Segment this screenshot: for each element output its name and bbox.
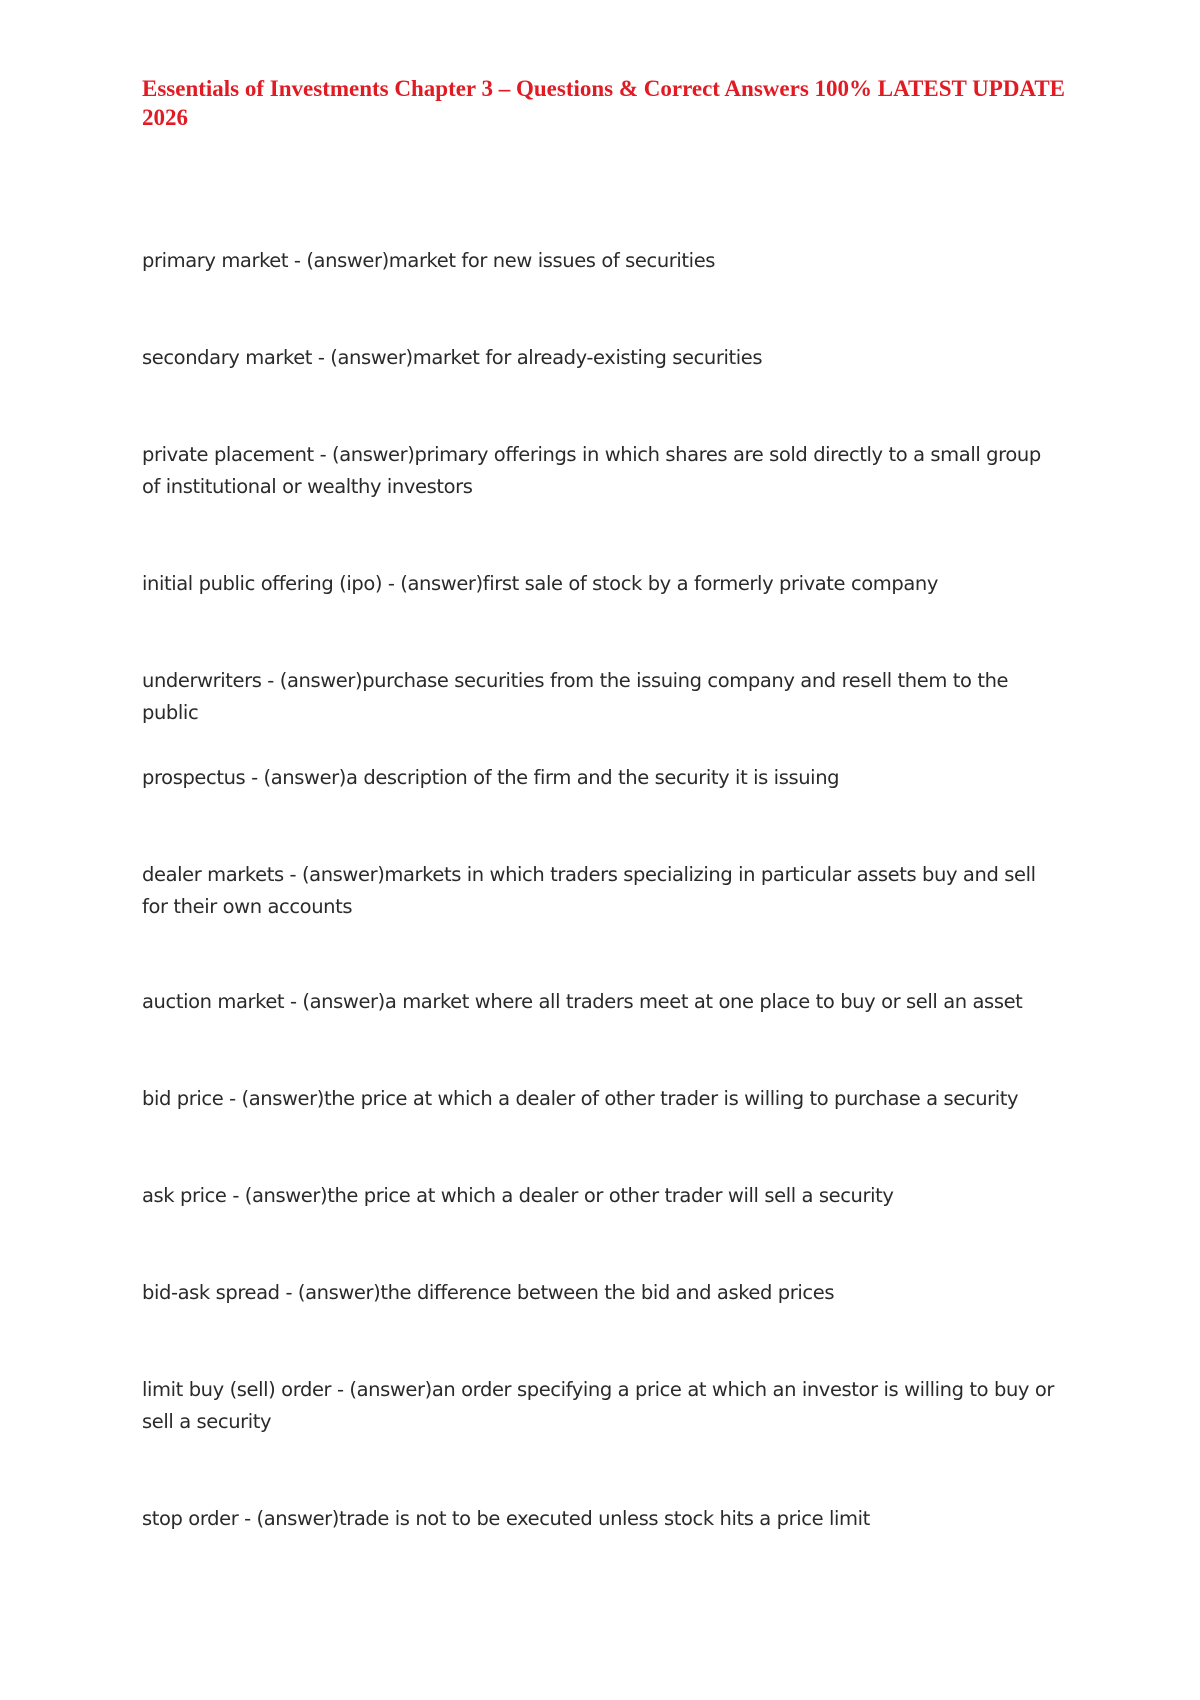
qa-entry-bid-price: bid price - (answer)the price at which a dealer of other trader is willing to purchase a security [142,1087,1019,1110]
qa-entry-private-placement: private placement - (answer)primary offerings in which shares are sold directly to a small group of institutional or wealthy investors [142,443,1041,498]
qa-entry-initial-public-offering: initial public offering (ipo) - (answer)first sale of stock by a formerly private company [142,572,939,595]
document-title: Essentials of Investments Chapter 3 – Questions & Correct Answers 100% LATEST UPDATE 2026 [142,76,1066,130]
qa-entry-dealer-markets: dealer markets - (answer)markets in which traders specializing in particular assets buy and sell for their own accounts [142,863,1036,918]
qa-entry-auction-market: auction market - (answer)a market where all traders meet at one place to buy or sell an asset [142,990,1023,1013]
qa-entry-stop-order: stop order - (answer)trade is not to be executed unless stock hits a price limit [142,1507,870,1530]
qa-entry-primary-market: primary market - (answer)market for new issues of securities [142,249,716,272]
qa-entry-ask-price: ask price - (answer)the price at which a dealer or other trader will sell a security [142,1184,894,1207]
qa-entry-bid-ask-spread: bid-ask spread - (answer)the difference between the bid and asked prices [142,1281,835,1304]
qa-entry-secondary-market: secondary market - (answer)market for already-existing securities [142,346,763,369]
qa-entry-underwriters: underwriters - (answer)purchase securities from the issuing company and resell them to the public [142,669,1009,724]
qa-entry-prospectus: prospectus - (answer)a description of the firm and the security it is issuing [142,766,840,789]
qa-entry-limit-order: limit buy (sell) order - (answer)an order specifying a price at which an investor is willing to buy or sell a security [142,1378,1055,1433]
